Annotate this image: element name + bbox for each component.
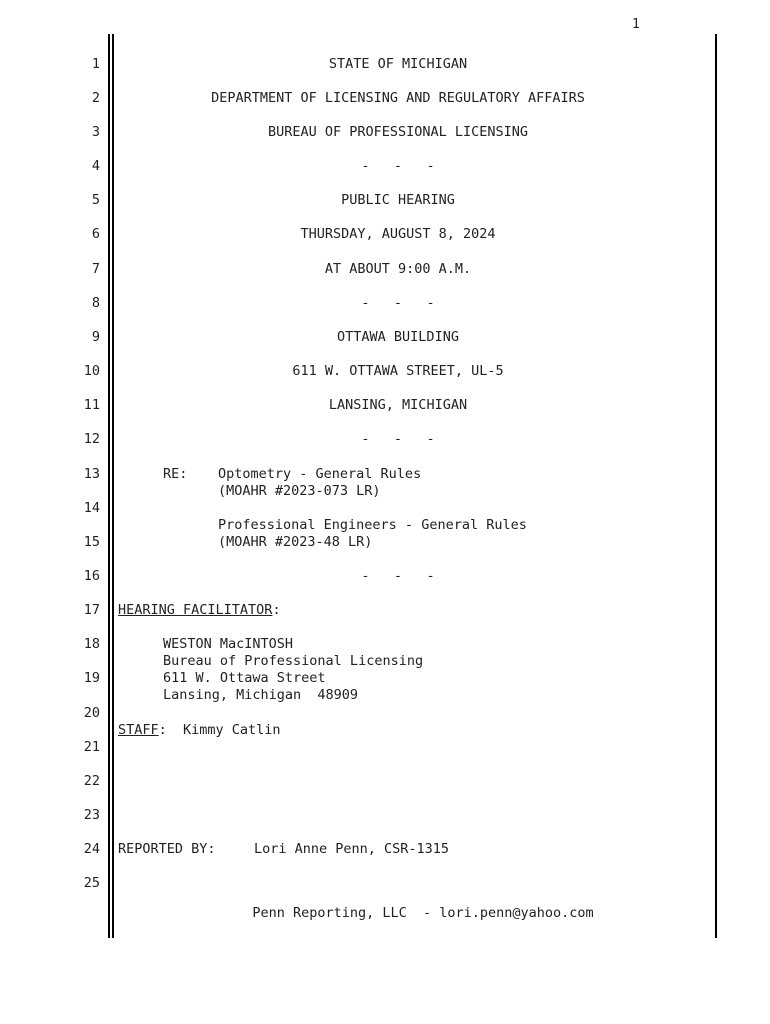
line-number: 11	[83, 397, 100, 413]
line-number: 12	[83, 431, 100, 447]
line-number: 8	[91, 295, 100, 311]
facilitator-org: Bureau of Professional Licensing	[163, 653, 424, 669]
staff-line	[118, 722, 281, 739]
footer-reporting-company: Penn Reporting, LLC - lori.penn@yahoo.com	[252, 905, 594, 921]
section-divider: - - -	[361, 568, 435, 584]
line-number: 9	[91, 329, 100, 345]
location-building: OTTAWA BUILDING	[337, 329, 459, 345]
hearing-time: AT ABOUT 9:00 A.M.	[324, 261, 472, 277]
line-number: 14	[83, 500, 100, 516]
line-number: 22	[83, 773, 100, 789]
line-number: 1	[91, 56, 100, 72]
section-divider: - - -	[361, 431, 435, 447]
line-number: 21	[83, 739, 100, 755]
line-number: 16	[83, 568, 100, 584]
staff-value: : Kimmy Catlin	[158, 722, 281, 738]
line-number: 19	[83, 670, 100, 686]
location-street: 611 W. OTTAWA STREET, UL-5	[292, 363, 504, 379]
page-number: 1	[632, 17, 640, 32]
line-number: 23	[83, 807, 100, 823]
hearing-date: THURSDAY, AUGUST 8, 2024	[300, 226, 496, 242]
line-number: 6	[91, 226, 100, 242]
re-item-1: Optometry - General Rules	[218, 466, 422, 482]
line-number: 3	[91, 124, 100, 140]
reported-by-label: REPORTED BY:	[118, 841, 216, 857]
line-number: 10	[83, 363, 100, 379]
left-margin-rule	[108, 34, 110, 938]
line-number: 24	[83, 841, 100, 857]
line-number: 17	[83, 602, 100, 618]
facilitator-colon: :	[272, 602, 281, 618]
section-divider: - - -	[361, 295, 435, 311]
department-title: DEPARTMENT OF LICENSING AND REGULATORY AFFAIRS	[211, 90, 585, 106]
re-item-2-case: (MOAHR #2023-48 LR)	[218, 534, 373, 550]
line-number: 15	[83, 534, 100, 550]
facilitator-city: Lansing, Michigan 48909	[163, 687, 359, 703]
facilitator-name: WESTON MacINTOSH	[163, 636, 294, 652]
facilitator-street: 611 W. Ottawa Street	[163, 670, 326, 686]
re-label: RE:	[163, 466, 188, 482]
right-margin-rule	[715, 34, 717, 938]
line-number: 7	[91, 261, 100, 277]
bureau-title: BUREAU OF PROFESSIONAL LICENSING	[267, 124, 529, 140]
re-item-2: Professional Engineers - General Rules	[218, 517, 527, 533]
section-divider: - - -	[361, 158, 435, 174]
location-city: LANSING, MICHIGAN	[328, 397, 468, 413]
facilitator-heading	[118, 602, 281, 619]
state-title: STATE OF MICHIGAN	[328, 56, 468, 72]
hearing-title: PUBLIC HEARING	[341, 192, 455, 208]
left-margin-rule-inner	[112, 34, 114, 938]
line-number: 18	[83, 636, 100, 652]
line-number: 13	[83, 466, 100, 482]
reported-by-value: Lori Anne Penn, CSR-1315	[254, 841, 450, 857]
facilitator-label: HEARING FACILITATOR	[118, 602, 273, 618]
line-number: 5	[91, 192, 100, 208]
line-number: 2	[91, 90, 100, 106]
re-item-1-case: (MOAHR #2023-073 LR)	[218, 483, 381, 499]
line-number: 20	[83, 705, 100, 721]
line-number: 4	[91, 158, 100, 174]
line-number: 25	[83, 875, 100, 891]
staff-label: STAFF	[118, 722, 159, 738]
